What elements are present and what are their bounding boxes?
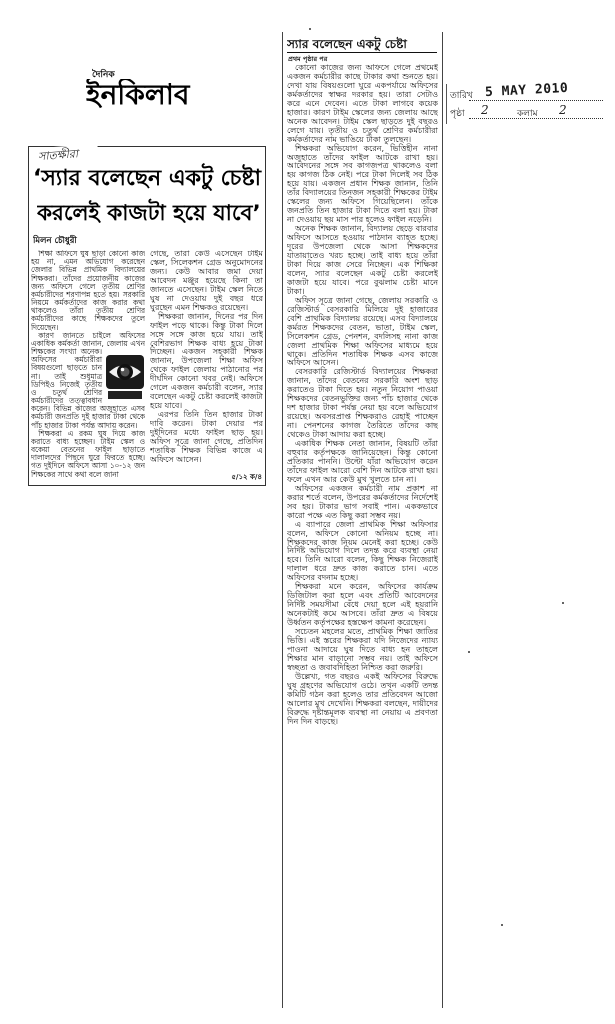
paragraph: উল্লেখ্য, গত বছরও একই অফিসের বিরুদ্ধে ঘুষ গ্রহণের অভিযোগ ওঠে। তখন একটি তদন্ত কমিটি গঠন করা হলেও তার প্রতিবেদন আজো আলোর মুখ দেখেনি। শিক্ষকরা বলছেন, দায়ীদের বিরুদ্ধে দৃষ্টান্তমূলক ব্যবস্থা না নেয়ায় এ প্রবণতা দিন দিন বাড়ছে। — [287, 671, 438, 726]
masthead-title: ইনকিলাব — [86, 79, 190, 111]
date-label: তারিখ — [450, 91, 473, 101]
column-label: কলাম — [517, 109, 538, 119]
scan-speck — [468, 651, 470, 653]
scan-speck — [501, 924, 503, 926]
column-number-handwritten: 2 — [559, 103, 567, 117]
paragraph: শিক্ষকরা জানান, দিনের পর দিন ফাইল পড়ে থাকে। কিন্তু টাকা দিলে সঙ্গে সঙ্গে কাজ হয়ে যায়। তাই বেশিরভাগ শিক্ষক বাধ্য হয়ে টাকা দিচ্ছেন। একজন সহকারী শিক্ষক জানান, উপজেলা শিক্ষা অফিস থেকে ফাইল জেলায় পাঠানোর পর দীর্ঘদিন কোনো খবর নেই। অফিসে গেলে একজন কর্মচারী বলেন, স্যার বলেছেন একটু চেষ্টা করলেই কাজটা হয়ে যাবে। — [150, 311, 263, 411]
headline-line-2: করলেই কাজটা হয়ে যাবে’ — [37, 201, 261, 226]
paragraph: অফিস সূত্রে জানা গেছে, জেলায় সরকারি ও রেজিস্টার্ড বেসরকারি মিলিয়ে দুই হাজারের বেশি প্রাথমিক বিদ্যালয় রয়েছে। এসব বিদ্যালয়ে কর্মরত শিক্ষকদের বেতন, ভাতা, টাইম স্কেল, সিলেকশন গ্রেড, পেনশন, বদলিসহ নানা কাজ জেলা প্রাথমিক শিক্ষা অফিসের মাধ্যমে হয়ে থাকে। প্রতিদিন শতাধিক শিক্ষক এসব কাজে অফিসে আসেন। — [287, 295, 438, 368]
paragraph: কোনো কাজের জন্য অফিসে গেলে প্রথমেই একজন কর্মচারীর কাছে টাকার কথা শুনতে হয়। দেখা যায় বিষয়গুলো ঘুরে একপর্যায়ে অফিসের কর্মকর্তাদের স্বাক্ষর দরকার হয়। তারা সেটাও করে এনে দেবেন। এতে টাকা লাগবে কয়েক হাজার। কারণ টাইম স্কেলের জন্য জেলায় আছে অনেক আবেদন। টাইম স্কেল ছাড়তে দুই বছরও লেগে যায়। তৃতীয় ও চতুর্থ শ্রেণির কর্মচারীরা কর্মকর্তাদের নাম ভাঙিয়ে টাকা তুলছেন। — [287, 64, 438, 144]
headline-line-1: ‘স্যার বলেছেন একটু চেষ্টা — [33, 166, 261, 191]
byline: মিলন চৌধুরী — [33, 236, 77, 246]
page-number-handwritten: 2 — [481, 103, 489, 117]
paragraph: অফিসের একজন কর্মচারী নাম প্রকাশ না করার শর্তে বলেন, উপরের কর্মকর্তাদের নির্দেশেই সব হয়। টাকার ভাগ সবাই পান। এককভাবে কারো পক্ষে এত কিছু করা সম্ভব নয়। — [287, 483, 438, 520]
paragraph: একাধিক শিক্ষক নেতা জানান, বিষয়টি তাঁরা বহুবার কর্তৃপক্ষকে জানিয়েছেন। কিন্তু কোনো প্রতিকার পাননি। উল্টো যাঁরা অভিযোগ করেন তাঁদের ফাইল আরো বেশি দিন আটকে রাখা হয়। ফলে এখন আর কেউ মুখ খুলতে চান না। — [287, 439, 438, 484]
paragraph: শিক্ষা অফিসে ঘুষ ছাড়া কোনো কাজ হয় না, এমন অভিযোগ করেছেন জেলার বিভিন্ন প্রাথমিক বিদ্যালয়ের শিক্ষকরা। তাঁদের প্রয়োজনীয় কাজের জন্য অফিসে গেলে তৃতীয় শ্রেণির কর্মচারীদের শরণাপন্ন হতে হয়। সরকারি নিয়মে কর্মকর্তাদের কাজ করার কথা থাকলেও তাঁরা তৃতীয় শ্রেণির কর্মচারীদের কাছে শিক্ষকদের তুলে দিয়েছেন। — [31, 250, 145, 332]
date-value: 5 MAY 2010 — [484, 80, 569, 101]
left-article-column-2 — [150, 250, 263, 470]
end-marker: ৫/১২ ক/৪ — [231, 473, 262, 481]
paragraph: শিক্ষকরা অভিযোগ করেন, ভিত্তিহীন নানা অজুহাতে তাঁদের ফাইল আটকে রাখা হয়। আবেদনের সঙ্গে সব কাগজপত্র থাকলেও বলা হয় কাগজ ঠিক নেই। পরে টাকা দিলেই সব ঠিক হয়ে যায়। একজন প্রধান শিক্ষক জানান, তিনি তাঁর বিদ্যালয়ের তিনজন সহকারী শিক্ষকের টাইম স্কেলের জন্য অফিসে গিয়েছিলেন। তাঁকে জনপ্রতি তিন হাজার টাকা দিতে বলা হয়। টাকা না দেওয়ায় ছয় মাস পার হলেও ফাইল নড়েনি। — [287, 143, 438, 225]
scan-speck — [562, 602, 564, 604]
eye-logo-image — [105, 354, 145, 400]
paragraph: অনেক শিক্ষক জানান, বিদ্যালয় ছেড়ে বারবার অফিসে আসতে হওয়ায় পাঠদান ব্যাহত হচ্ছে। দূরের উপজেলা থেকে আসা শিক্ষকদের যাতায়াতেও খরচ হচ্ছে। তাই বাধ্য হয়ে তাঁরা টাকা দিয়ে কাজ সেরে নিচ্ছেন। এক শিক্ষিকা বলেন, স্যার বলেছেন একটু চেষ্টা করলেই কাজটা হয়ে যাবে। পরে বুঝলাম চেষ্টা মানে টাকা। — [287, 224, 438, 296]
left-article-column-1 — [31, 250, 145, 478]
masthead-prefix: দৈনিক — [92, 70, 115, 79]
page-label: পৃষ্ঠা — [450, 109, 465, 119]
paragraph: শিক্ষকরা মনে করেন, অফিসের কার্যক্রম ডিজিটাল করা হলে এবং প্রতিটি আবেদনের নির্দিষ্ট সময়সীমা বেঁধে দেয়া হলে এই হয়রানি অনেকটাই কমে আসবে। তাঁরা দ্রুত এ বিষয়ে উর্ধ্বতন কর্তৃপক্ষের হস্তক্ষেপ কামনা করেছেন। — [287, 582, 438, 628]
date-stamp — [446, 80, 605, 124]
paragraph: সচেতন মহলের মতে, প্রাথমিক শিক্ষা জাতির ভিত্তি। এই স্তরের শিক্ষকরা যদি নিজেদের ন্যায্য পাওনা আদায়ে ঘুষ দিতে বাধ্য হন তাহলে শিক্ষার মান বাড়ানো সম্ভব নয়। তাই অফিসে স্বচ্ছতা ও জবাবদিহিতা নিশ্চিত করা জরুরি। — [287, 627, 438, 672]
paragraph: এ ব্যাপারে জেলা প্রাথমিক শিক্ষা অফিসার বলেন, অফিসে কোনো অনিয়ম হচ্ছে না। শিক্ষকদের কাজ নিয়ম মেনেই করা হচ্ছে। কেউ নির্দিষ্ট অভিযোগ দিলে তদন্ত করে ব্যবস্থা নেয়া হবে। তিনি আরো বলেন, কিছু শিক্ষক নিজেরাই দালাল ধরে দ্রুত কাজ করাতে চান। এতে অফিসের বদনাম হচ্ছে। — [287, 519, 438, 583]
paragraph: গেছে, তাঁরা কেউ এসেছেন টাইম স্কেল, সিলেকশন গ্রেড অনুমোদনের জন্য। কেউ আবার জমা দেয়া আবেদন মঞ্জুর হয়েছে কিনা তা জানতে এসেছেন। টাইম স্কেল নিতে ঘুষ না দেওয়ায় দুই বছর ধরে ঘুরছেন এমন শিক্ষকও রয়েছেন। — [150, 250, 263, 312]
right-article-body — [287, 64, 438, 1002]
paragraph: শিক্ষকরা এ রকম ঘুষ দিয়ে কাজ করাতে বাধ্য হচ্ছেন। টাইম স্কেল ও বকেয়া বেতনের ফাইল ছাড়াতে দালালদের পিছনে ঘুরে ফিরতে হচ্ছে। গত দুইদিনে অফিসে আসা ১০-১২ জন শিক্ষকের সাথে কথা বলে জানা — [31, 428, 145, 478]
eye-icon — [105, 354, 145, 400]
continued-from-label: প্রথম পৃষ্ঠার পর — [288, 55, 328, 63]
handwritten-note: সাতক্ষীরা — [38, 144, 99, 164]
right-article-title: স্যার বলেছেন একটু চেষ্টা — [287, 36, 437, 53]
scan-speck — [309, 28, 311, 30]
paragraph: কারণ জানতে চাইলে অফিসের একাধিক কর্মকর্তা জানান, জেলায় এখন শিক্ষকের সংখ্যা অনেক। অফিসের কর্মচারীরা বিষয়গুলো ছাড়তে চান না। তাই শুধুমাত্র ডিপিইও নিজেই তৃতীয় ও চতুর্থ শ্রেণির কর্মচারীদের তত্ত্বাবধান করেন। বিভিন্ন কাজের অজুহাতে এসব কর্মচারী জনপ্রতি দুই হাজার টাকা থেকে পাঁচ হাজার টাকা পর্যন্ত আদায় করেন। — [31, 330, 145, 430]
paragraph: বেসরকারি রেজিস্টার্ড বিদ্যালয়ের শিক্ষকরা জানান, তাঁদের বেতনের সরকারি অংশ ছাড় করাতেও টাকা দিতে হয়। নতুন নিয়োগ পাওয়া শিক্ষকদের বেতনভুক্তির জন্য পাঁচ হাজার থেকে দশ হাজার টাকা পর্যন্ত নেয়া হয় বলে অভিযোগ রয়েছে। অবসরপ্রাপ্ত শিক্ষকরাও রেহাই পাচ্ছেন না। পেনশনের কাগজ তৈরিতে তাঁদের কাছ থেকেও টাকা আদায় করা হচ্ছে। — [287, 367, 438, 440]
date-dotted-line — [469, 100, 603, 101]
paragraph: এরপর তিনি তিন হাজার টাকা দাবি করেন। টাকা দেয়ার পর দুইদিনের মধ্যে ফাইল ছাড় হয়। অফিস সূত্রে জানা গেছে, প্রতিদিন শতাধিক শিক্ষক বিভিন্ন কাজে এ অফিসে আসেন। — [150, 410, 263, 464]
